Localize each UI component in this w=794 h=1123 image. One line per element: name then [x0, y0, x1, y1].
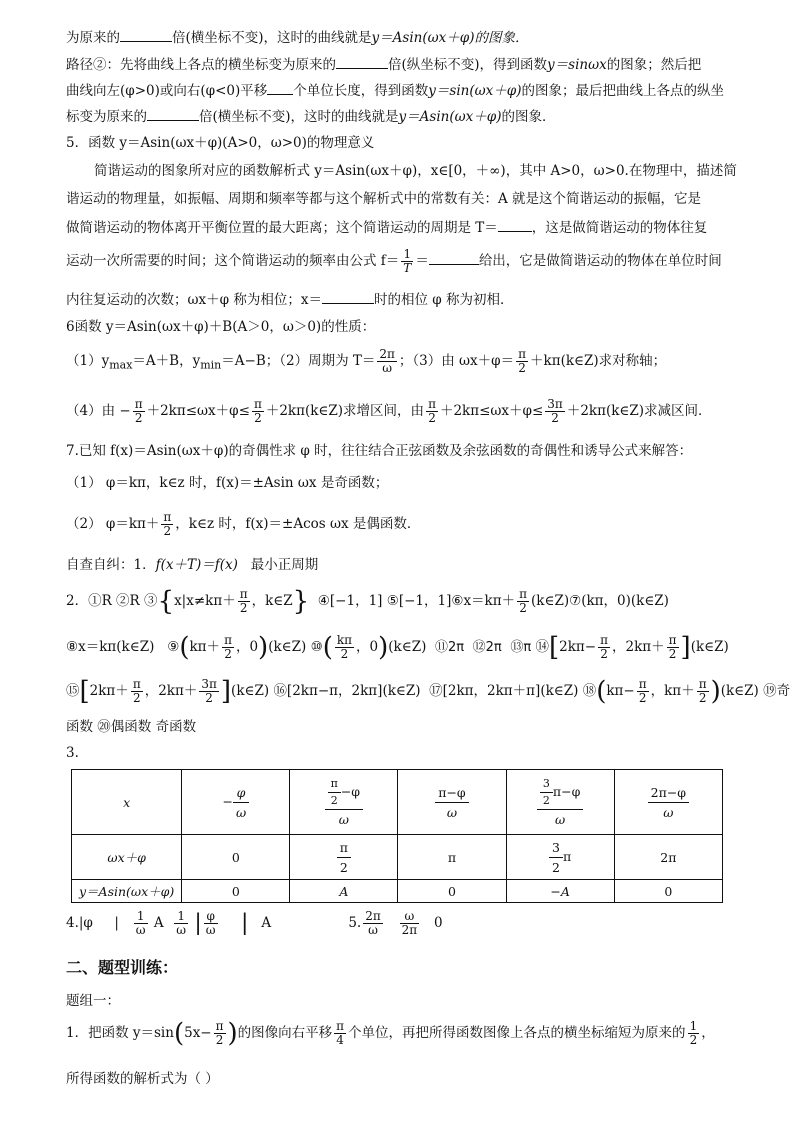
self-check-line: 自查自纠：1．f(x＋T)＝f(x) 最小正周期 — [66, 557, 319, 573]
text-line: 内往复运动的次数；ωx＋φ 称为相位；x＝ 时的相位 φ 称为初相． — [66, 292, 514, 308]
fraction: $\frac{\pi}{2}$ — [600, 633, 608, 661]
fraction: $\frac{\pi}{2}$ — [668, 633, 677, 661]
table-cell: x — [72, 770, 182, 835]
fraction: $\frac{\pi}{4}$ — [336, 1019, 345, 1047]
fill-blank — [147, 107, 199, 121]
fraction: $\frac{\pi}{2}$ — [428, 397, 436, 425]
table-cell: 0 — [398, 880, 506, 903]
section-title: 5．函数 y＝Asin(ωx＋φ)(A>0，ω>0)的物理意义 — [66, 135, 375, 151]
table-cell: − $\frac{\varphi}{\omega}$ — [182, 770, 290, 835]
text-line: 曲线向左(φ>0)或向右(φ<0)平移 个单位长度，得到函数y＝sin(ωx＋φ)的图象；最后把曲线上各点的纵坐 — [66, 83, 724, 99]
fraction: $\frac{1}{2}$ — [689, 1019, 698, 1047]
fill-blank — [336, 55, 388, 69]
fill-blank — [120, 28, 172, 42]
fraction: $\frac{\varphi}{\omega}$ — [205, 909, 216, 937]
fraction: $\frac{\pi}{2}$ — [163, 510, 172, 538]
fraction: $\frac{\pi}{2}$ — [224, 633, 232, 661]
fraction: $\frac{1}{\omega}$ — [176, 909, 187, 937]
table-cell: $\frac{3}{2}$ π−φ ω — [506, 770, 614, 835]
fraction: $\frac{\pi}{2}$ — [134, 397, 143, 425]
fraction: $\frac{\pi}{2}$ — [253, 397, 262, 425]
fraction: $\frac{\pi}{2}$ — [239, 587, 248, 615]
fraction: $\frac{\pi}{2}$ — [132, 677, 141, 705]
table-cell: 2π — [614, 835, 722, 880]
table-row — [72, 770, 723, 835]
section-heading: 二、题型训练： — [66, 958, 179, 977]
text-line: 运动一次所需要的时间；这个简谐运动的频率由公式 f＝ $\frac{1}{T}$ ＝ 给出，它是做简谐运动的物体在单位时间 — [66, 247, 722, 275]
answer-line: 4.|φ | $\frac{1}{\omega}$ A $\frac{1}{\omega}$ | $\frac{\varphi}{\omega}$ | A 5. $\frac{2\pi}{\omega}$ $\frac{\omega}{2\pi}$ 0 — [66, 909, 443, 937]
section-title: 7.已知 f(x)＝Asin(ωx＋φ)的奇偶性求 φ 时，往往结合正弦函数及余弦函数的奇偶性和诱导公式来解答： — [66, 443, 693, 459]
table-cell: 0 — [182, 835, 290, 880]
table-cell: π — [398, 835, 506, 880]
fill-blank — [429, 251, 479, 265]
table-row — [72, 835, 723, 880]
formula-line: （1） φ＝kπ，k∈z 时，f(x)＝±Asin ωx 是奇函数； — [66, 475, 389, 491]
fraction: $\frac{3\pi}{2}$ — [547, 397, 563, 425]
table-cell: ωx＋φ — [72, 835, 182, 880]
text-line: 简谐运动的图象所对应的函数解析式 y＝Asin(ωx＋φ)，x∈[0，＋∞)，其中 A>0，ω>0.在物理中，描述简 — [94, 163, 737, 179]
text-line: 路径②：先将曲线上各点的横坐标变为原来的 倍(纵坐标不变)，得到函数y＝sinωx的图象；然后把 — [66, 57, 702, 73]
fraction: $\frac{1}{T}$ — [403, 247, 412, 275]
table-row — [72, 880, 723, 903]
question-line: 1．把函数 y＝sin(5x− $\frac{\pi}{2}$ )的图像向右平移 $\frac{\pi}{4}$ 个单位，再把所得函数图像上各点的横坐标缩短为原来的 $\frac{1}{2}$ ， — [66, 1018, 715, 1049]
table-cell: A — [290, 880, 398, 903]
fraction: $\frac{\pi}{2}$ — [518, 347, 527, 375]
question-line: 所得函数的解析式为（ ） — [66, 1071, 219, 1087]
text-line: 谐运动的物理量，如振幅、周期和频率等都与这个解析式中的常数有关：A 就是这个简谐运动的振幅，它是 — [66, 191, 702, 207]
formula-line: $(1)y_{max}=A+B$，$y_{min}=A-B$；（2）周期为 T＝ $\frac{2\pi}{\omega}$ ；（3）由 ωx＋φ＝ $\frac{\pi}{2}$ ＋kπ(k∈Z)求对称轴； — [66, 347, 667, 375]
answer-line: 函数 ⑳偶函数 奇函数 — [66, 719, 197, 735]
fraction: $\frac{1}{\omega}$ — [135, 909, 146, 937]
table-cell: 0 — [614, 880, 722, 903]
answer-number: 3. — [66, 745, 79, 761]
fill-blank — [498, 218, 532, 232]
answer-line: ⑮[2kπ＋ $\frac{\pi}{2}$ ，2kπ＋ $\frac{3\pi}{2}$ ](k∈Z) ⑯[2kπ−π，2kπ](k∈Z) ⑰[2kπ，2kπ＋π](k∈Z) ⑱(kπ− $\frac{\pi}{2}$ ，kπ＋ $\frac{\pi}{2}$ )(k∈Z) ⑲奇 — [66, 676, 791, 707]
formula-line: （2） φ＝kπ＋ $\frac{\pi}{2}$ ，k∈z 时，f(x)＝±Acos ωx 是偶函数． — [66, 510, 421, 538]
table-cell: −A — [506, 880, 614, 903]
formula-line: （4）由 − $\frac{\pi}{2}$ ＋2kπ≤ωx＋φ≤ $\frac{\pi}{2}$ ＋2kπ(k∈Z)求增区间，由 $\frac{\pi}{2}$ ＋2kπ≤ωx＋φ≤ $\frac{3\pi}{2}$ ＋2kπ(k∈Z)求减区间． — [66, 397, 712, 425]
fill-blank — [267, 81, 293, 95]
fraction: $\frac{\pi}{2}$ — [215, 1019, 224, 1047]
table-cell: $\frac{\pi-\varphi}{\omega}$ — [398, 770, 506, 835]
text-line: 做简谐运动的物体离开平衡位置的最大距离；这个简谐运动的周期是 T＝ ，这是做简谐运动的物体往复 — [66, 220, 708, 236]
fraction: $\frac{3\pi}{2}$ — [201, 677, 217, 705]
answer-line: ⑧x＝kπ(k∈Z) ⑨(kπ＋ $\frac{\pi}{2}$ ，0)(k∈Z) ⑩( $\frac{k\pi}{2}$ ，0)(k∈Z) ⑪2π ⑫2π ⑬π ⑭[2kπ− $\frac{\pi}{2}$ ，2kπ＋ $\frac{\pi}{2}$ ](k∈Z) — [66, 632, 729, 663]
table-cell: y＝Asin(ωx＋φ) — [72, 880, 182, 903]
table-cell: $\frac{\pi}{2}$ −φ ω — [290, 770, 398, 835]
fraction: $\frac{\pi}{2}$ — [638, 677, 647, 705]
table-cell: 0 — [182, 880, 290, 903]
answer-table — [71, 769, 723, 903]
group-title: 题组一： — [66, 993, 120, 1009]
text-line: 为原来的 倍(横坐标不变)，这时的曲线就是y＝Asin(ωx＋φ)的图象． — [66, 30, 529, 46]
fraction: $\frac{2\pi}{\omega}$ — [379, 347, 395, 375]
fraction: $\frac{k\pi}{2}$ — [336, 633, 353, 661]
table-cell: $\frac{\pi}{2}$ — [290, 835, 398, 880]
text-line: 标变为原来的 倍(横坐标不变)，这时的曲线就是y＝Asin(ωx＋φ)的图象． — [66, 109, 556, 125]
fraction: $\frac{2\pi}{\omega}$ — [365, 909, 381, 937]
fill-blank — [322, 290, 374, 304]
fraction: $\frac{\pi}{2}$ — [519, 587, 527, 615]
answer-line: 2．①R ②R ③{x|x≠kπ＋ $\frac{\pi}{2}$ ，k∈Z} ④[−1，1] ⑤[−1，1]⑥x＝kπ＋ $\frac{\pi}{2}$ (k∈Z)⑦(kπ，0)(k∈Z) — [66, 586, 669, 617]
table-cell: $\frac{2\pi-\varphi}{\omega}$ — [614, 770, 722, 835]
section-title: 6函数 y＝Asin(ωx＋φ)＋B(A＞0，ω＞0)的性质： — [66, 319, 376, 335]
table-cell: $\frac{3}{2}$ π — [506, 835, 614, 880]
fraction: $\frac{\pi}{2}$ — [698, 677, 707, 705]
fraction: $\frac{\omega}{2\pi}$ — [401, 909, 418, 937]
